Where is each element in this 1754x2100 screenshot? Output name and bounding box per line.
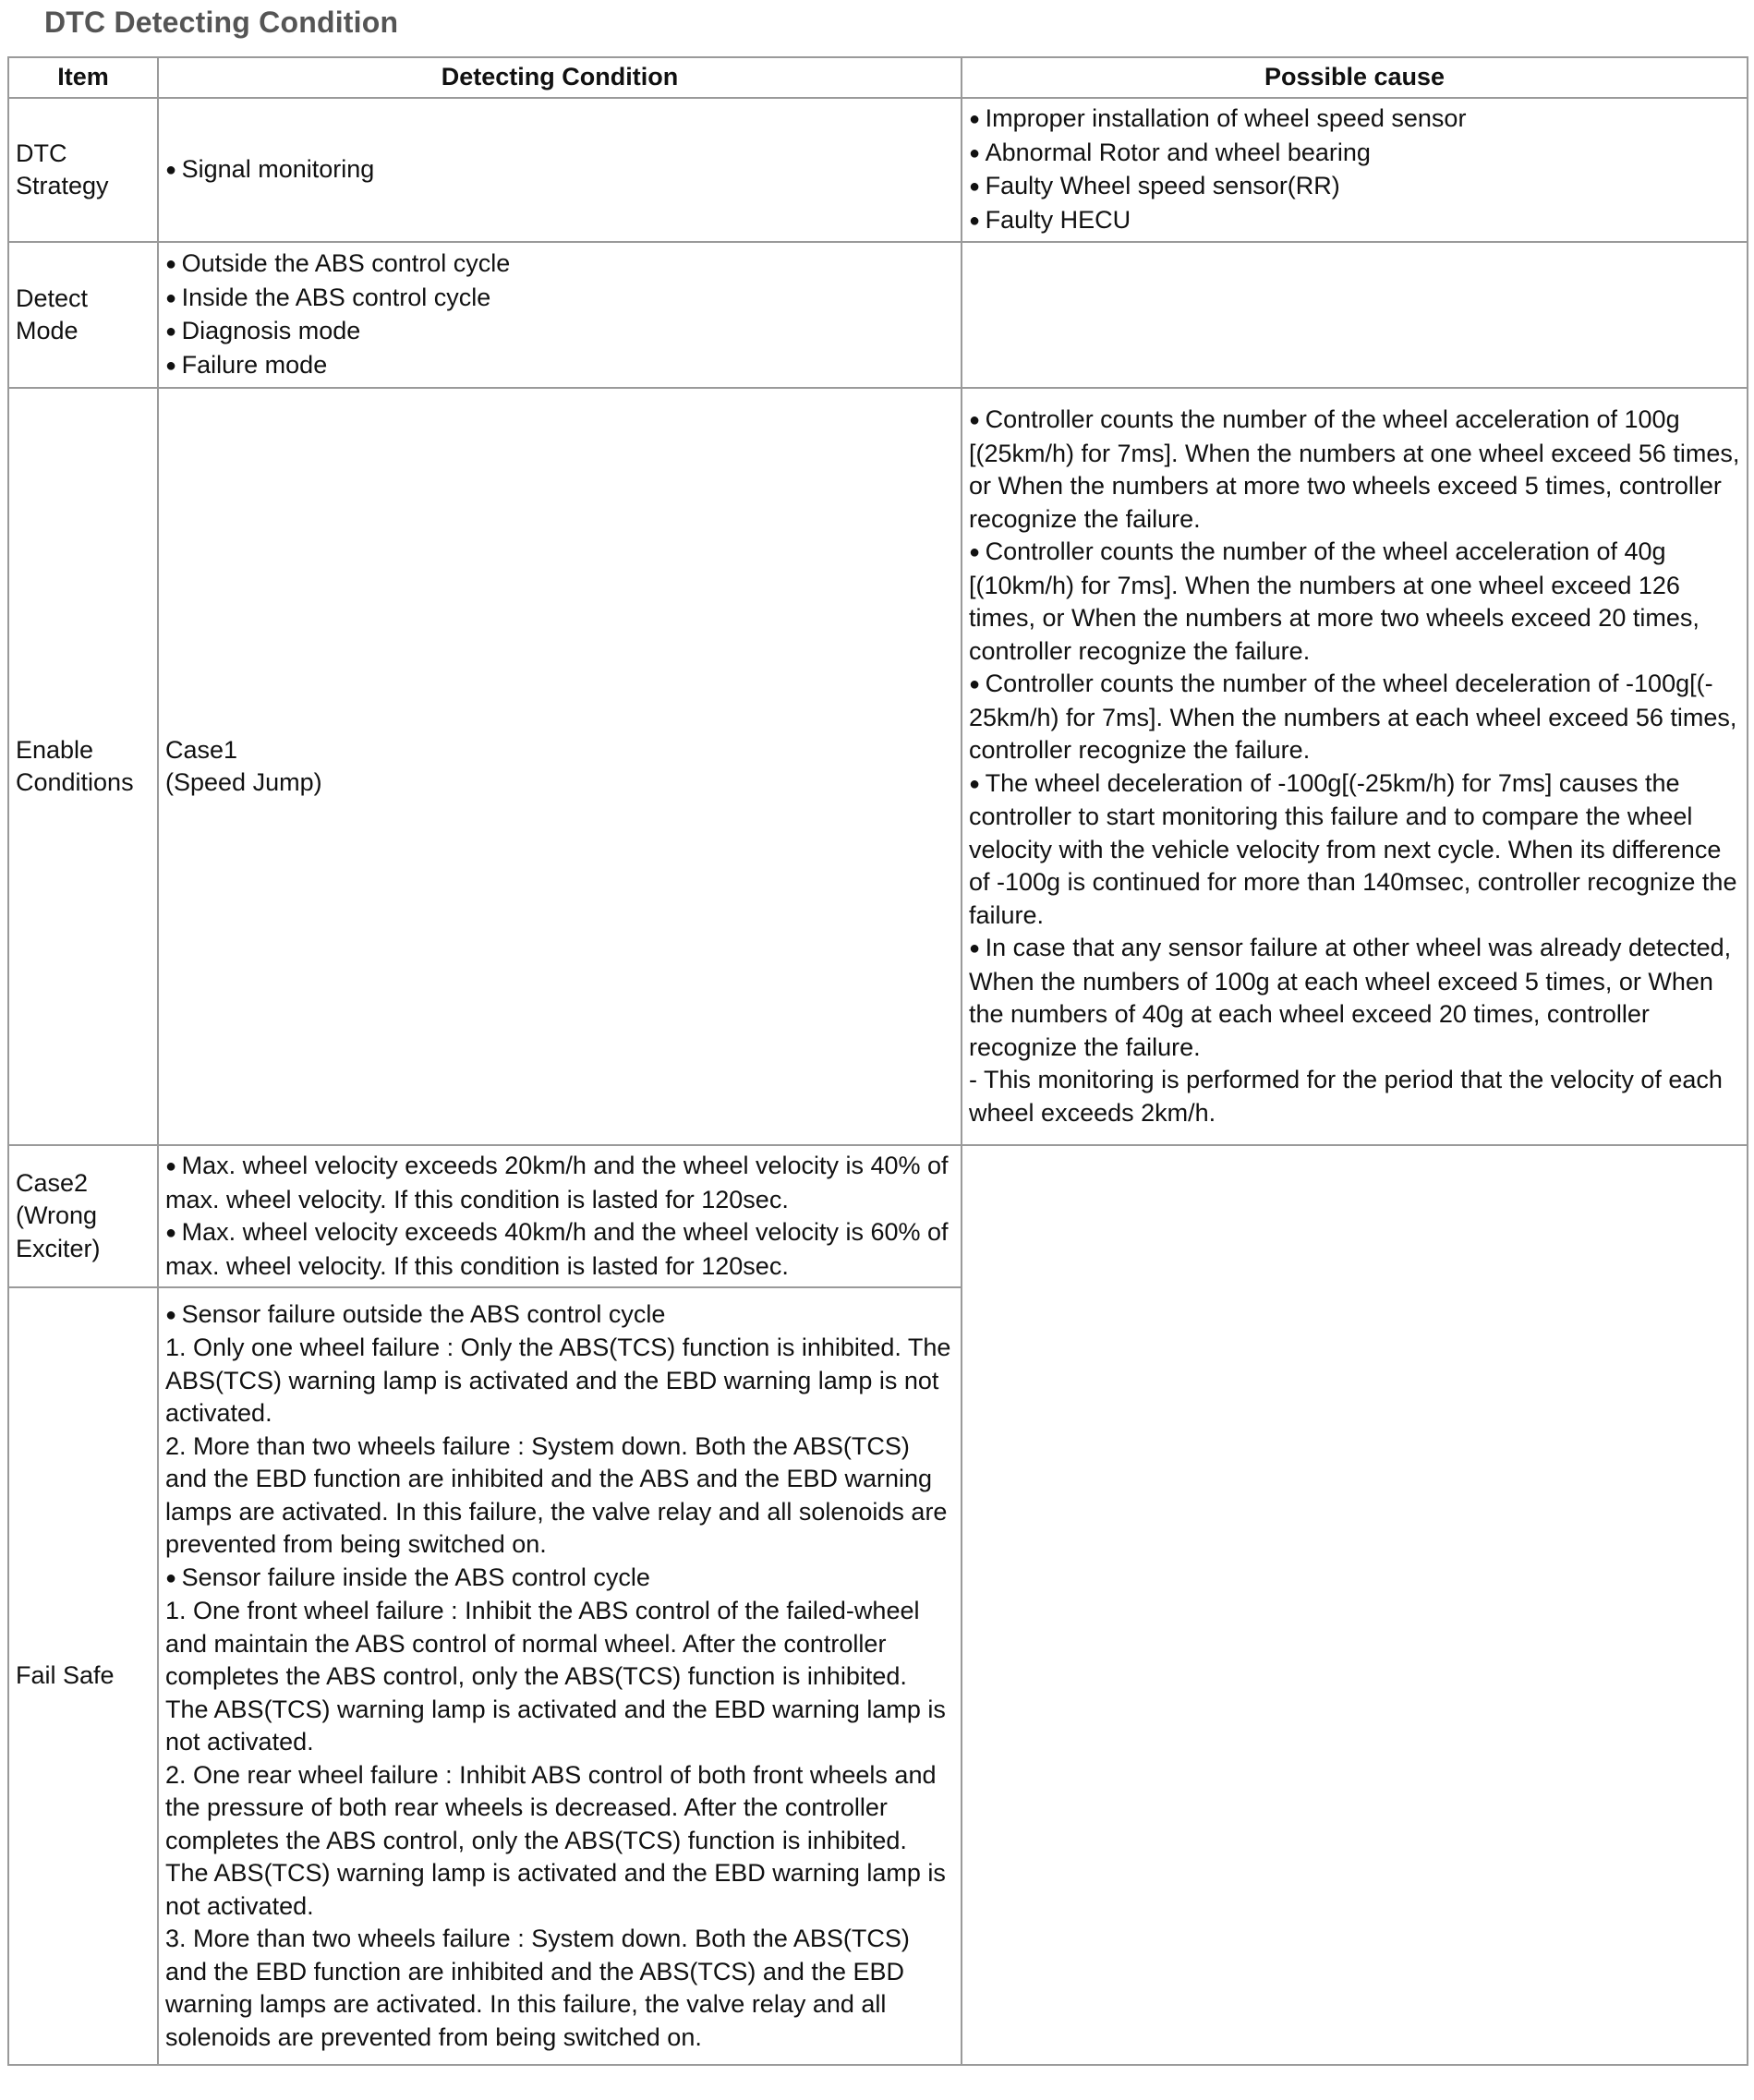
condition-line: not activated.	[165, 1728, 314, 1756]
cause-line: [(10km/h) for 7ms]. When the numbers at one wheel exceed 126	[969, 571, 1680, 599]
table-row-case2	[8, 1145, 1748, 1287]
dtc-condition-table	[7, 56, 1748, 2066]
condition-line: warning lamps are activated. In this failure, the valve relay and all	[165, 1990, 887, 2019]
cause-line: 25km/h) for 7ms]. When the numbers at each wheel exceed 56 times,	[969, 703, 1737, 731]
condition-line: lamps are activated. In this failure, the valve relay and all solenoids are	[165, 1497, 948, 1526]
item-label-line: Fail Safe	[16, 1661, 115, 1690]
condition-line: 1. One front wheel failure : Inhibit the ABS control of the failed-wheel	[165, 1597, 920, 1625]
item-label-line: Detect	[16, 284, 89, 312]
cause-line: controller recognize the failure.	[969, 636, 1311, 665]
condition-line: (Speed Jump)	[165, 768, 322, 796]
table-row-dtc-strategy	[8, 98, 1748, 242]
condition-line: max. wheel velocity. If this condition is lasted for 120sec.	[165, 1251, 789, 1280]
header-detecting-condition: Detecting Condition	[158, 57, 962, 98]
condition-line: ABS(TCS) warning lamp is activated and the EBD warning lamp is not	[165, 1366, 939, 1394]
cause-line: failure.	[969, 900, 1045, 929]
cell-cause-dtc-strategy	[962, 98, 1748, 242]
condition-line: prevented from being switched on.	[165, 1530, 547, 1559]
cause-line: the numbers of 40g at each wheel exceed 20 times, controller	[969, 1000, 1650, 1028]
cell-cause-case1	[962, 388, 1748, 1145]
cell-item-enable-conditions	[8, 388, 158, 1145]
cell-item-fail-safe	[8, 1287, 158, 2065]
cause-bullet: ● Faulty Wheel speed sensor(RR)	[969, 170, 1740, 204]
cause-line: - This monitoring is performed for the period that the velocity of each	[969, 1066, 1723, 1093]
condition-line: not activated.	[165, 1891, 314, 1920]
item-label-line: Strategy	[16, 172, 109, 199]
cause-line: times, or When the numbers at more two wheels exceed 20 times,	[969, 604, 1700, 632]
condition-line: The ABS(TCS) warning lamp is activated and the EBD warning lamp is	[165, 1859, 946, 1888]
condition-line: and the EBD function are inhibited and the ABS and the EBD warning	[165, 1465, 933, 1493]
condition-bullet: ● Diagnosis mode	[165, 315, 954, 349]
condition-line: ● Max. wheel velocity exceeds 40km/h and the wheel velocity is 60% of	[165, 1216, 954, 1250]
cause-line: ● Controller counts the number of the wheel deceleration of -100g[(-	[969, 668, 1740, 702]
condition-line: 2. More than two wheels failure : System down. Both the ABS(TCS)	[165, 1431, 910, 1460]
cause-line: velocity with the vehicle velocity from next cycle. When its difference	[969, 835, 1722, 863]
cause-line: ● The wheel deceleration of -100g[(-25km/h) for 7ms] causes the	[969, 767, 1740, 802]
condition-line: and the EBD function are inhibited and the ABS(TCS) and the EBD	[165, 1957, 904, 1985]
item-label-line: (Wrong	[16, 1201, 98, 1230]
condition-line: 2. One rear wheel failure : Inhibit ABS control of both front wheels and	[165, 1760, 937, 1789]
item-label-line: Mode	[16, 317, 79, 344]
condition-line: ● Max. wheel velocity exceeds 20km/h and the wheel velocity is 40% of	[165, 1150, 954, 1184]
condition-line: completes the ABS control, only the ABS(TCS) function is inhibited.	[165, 1826, 907, 1854]
condition-bullet: ● Inside the ABS control cycle	[165, 282, 954, 316]
condition-line: 1. Only one wheel failure : Only the ABS(TCS) function is inhibited. The	[165, 1334, 951, 1362]
cause-line: ● Controller counts the number of the wheel acceleration of 40g	[969, 536, 1740, 570]
condition-line: the pressure of both rear wheels is decreased. After the controller	[165, 1793, 888, 1822]
condition-line: The ABS(TCS) warning lamp is activated and the EBD warning lamp is	[165, 1695, 946, 1723]
header-possible-cause: Possible cause	[962, 57, 1748, 98]
item-label-line: DTC	[16, 139, 67, 167]
cause-line: recognize the failure.	[969, 504, 1201, 533]
table-header-row	[8, 57, 1748, 98]
condition-line: Case1	[165, 735, 238, 764]
condition-line: max. wheel velocity. If this condition is lasted for 120sec.	[165, 1185, 789, 1213]
item-label-line: Enable	[16, 735, 94, 764]
condition-line: 3. More than two wheels failure : System down. Both the ABS(TCS)	[165, 1925, 910, 1953]
cell-condition-detect-mode	[158, 242, 962, 388]
condition-line: ● Sensor failure outside the ABS control cycle	[165, 1298, 954, 1333]
cell-item-case2	[8, 1145, 158, 1287]
cell-condition-case1	[158, 388, 962, 1145]
cause-line: of -100g is continued for more than 140msec, controller recognize the	[969, 868, 1737, 896]
table-row-enable-conditions	[8, 388, 1748, 1145]
condition-line: and maintain the ABS control of normal wheel. After the controller	[165, 1629, 887, 1658]
page-title: DTC Detecting Condition	[44, 6, 399, 39]
cell-condition-case2	[158, 1145, 962, 1287]
condition-bullet: ● Signal monitoring	[165, 153, 954, 187]
condition-bullet: ● Outside the ABS control cycle	[165, 247, 954, 282]
cause-line: wheel exceeds 2km/h.	[969, 1098, 1216, 1127]
condition-line: completes the ABS control, only the ABS(TCS) function is inhibited.	[165, 1662, 907, 1691]
cause-line: [(25km/h) for 7ms]. When the numbers at one wheel exceed 56 times,	[969, 439, 1740, 467]
condition-line: activated.	[165, 1399, 272, 1428]
cause-line: or When the numbers at more two wheels exceed 5 times, controller	[969, 472, 1722, 500]
cell-cause-detect-mode	[962, 242, 1748, 388]
item-label-line: Conditions	[16, 768, 134, 796]
item-label-line: Exciter)	[16, 1234, 101, 1262]
condition-bullet: ● Failure mode	[165, 349, 954, 383]
item-label-line: Case2	[16, 1168, 89, 1197]
table-row-detect-mode	[8, 242, 1748, 388]
cause-bullet: ● Improper installation of wheel speed sensor	[969, 103, 1740, 137]
cause-line: controller to start monitoring this failure and to compare the wheel	[969, 803, 1693, 830]
cause-line: recognize the failure.	[969, 1032, 1201, 1061]
header-item: Item	[8, 57, 158, 98]
cause-bullet: ● Faulty HECU	[969, 204, 1740, 238]
cause-line: controller recognize the failure.	[969, 736, 1311, 764]
cause-line: ● In case that any sensor failure at other wheel was already detected,	[969, 932, 1740, 966]
condition-line: ● Sensor failure inside the ABS control cycle	[165, 1562, 954, 1596]
cell-cause-case2-fail-safe	[962, 1145, 1748, 2065]
cause-bullet: ● Abnormal Rotor and wheel bearing	[969, 137, 1740, 171]
cell-condition-dtc-strategy	[158, 98, 962, 242]
condition-line: solenoids are prevented from being switched on.	[165, 2022, 702, 2051]
cell-item-detect-mode	[8, 242, 158, 388]
cell-item-dtc-strategy	[8, 98, 158, 242]
cause-line: When the numbers of 100g at each wheel exceed 5 times, or When	[969, 967, 1713, 996]
cell-condition-fail-safe	[158, 1287, 962, 2065]
cause-line: ● Controller counts the number of the wheel acceleration of 100g	[969, 404, 1740, 438]
